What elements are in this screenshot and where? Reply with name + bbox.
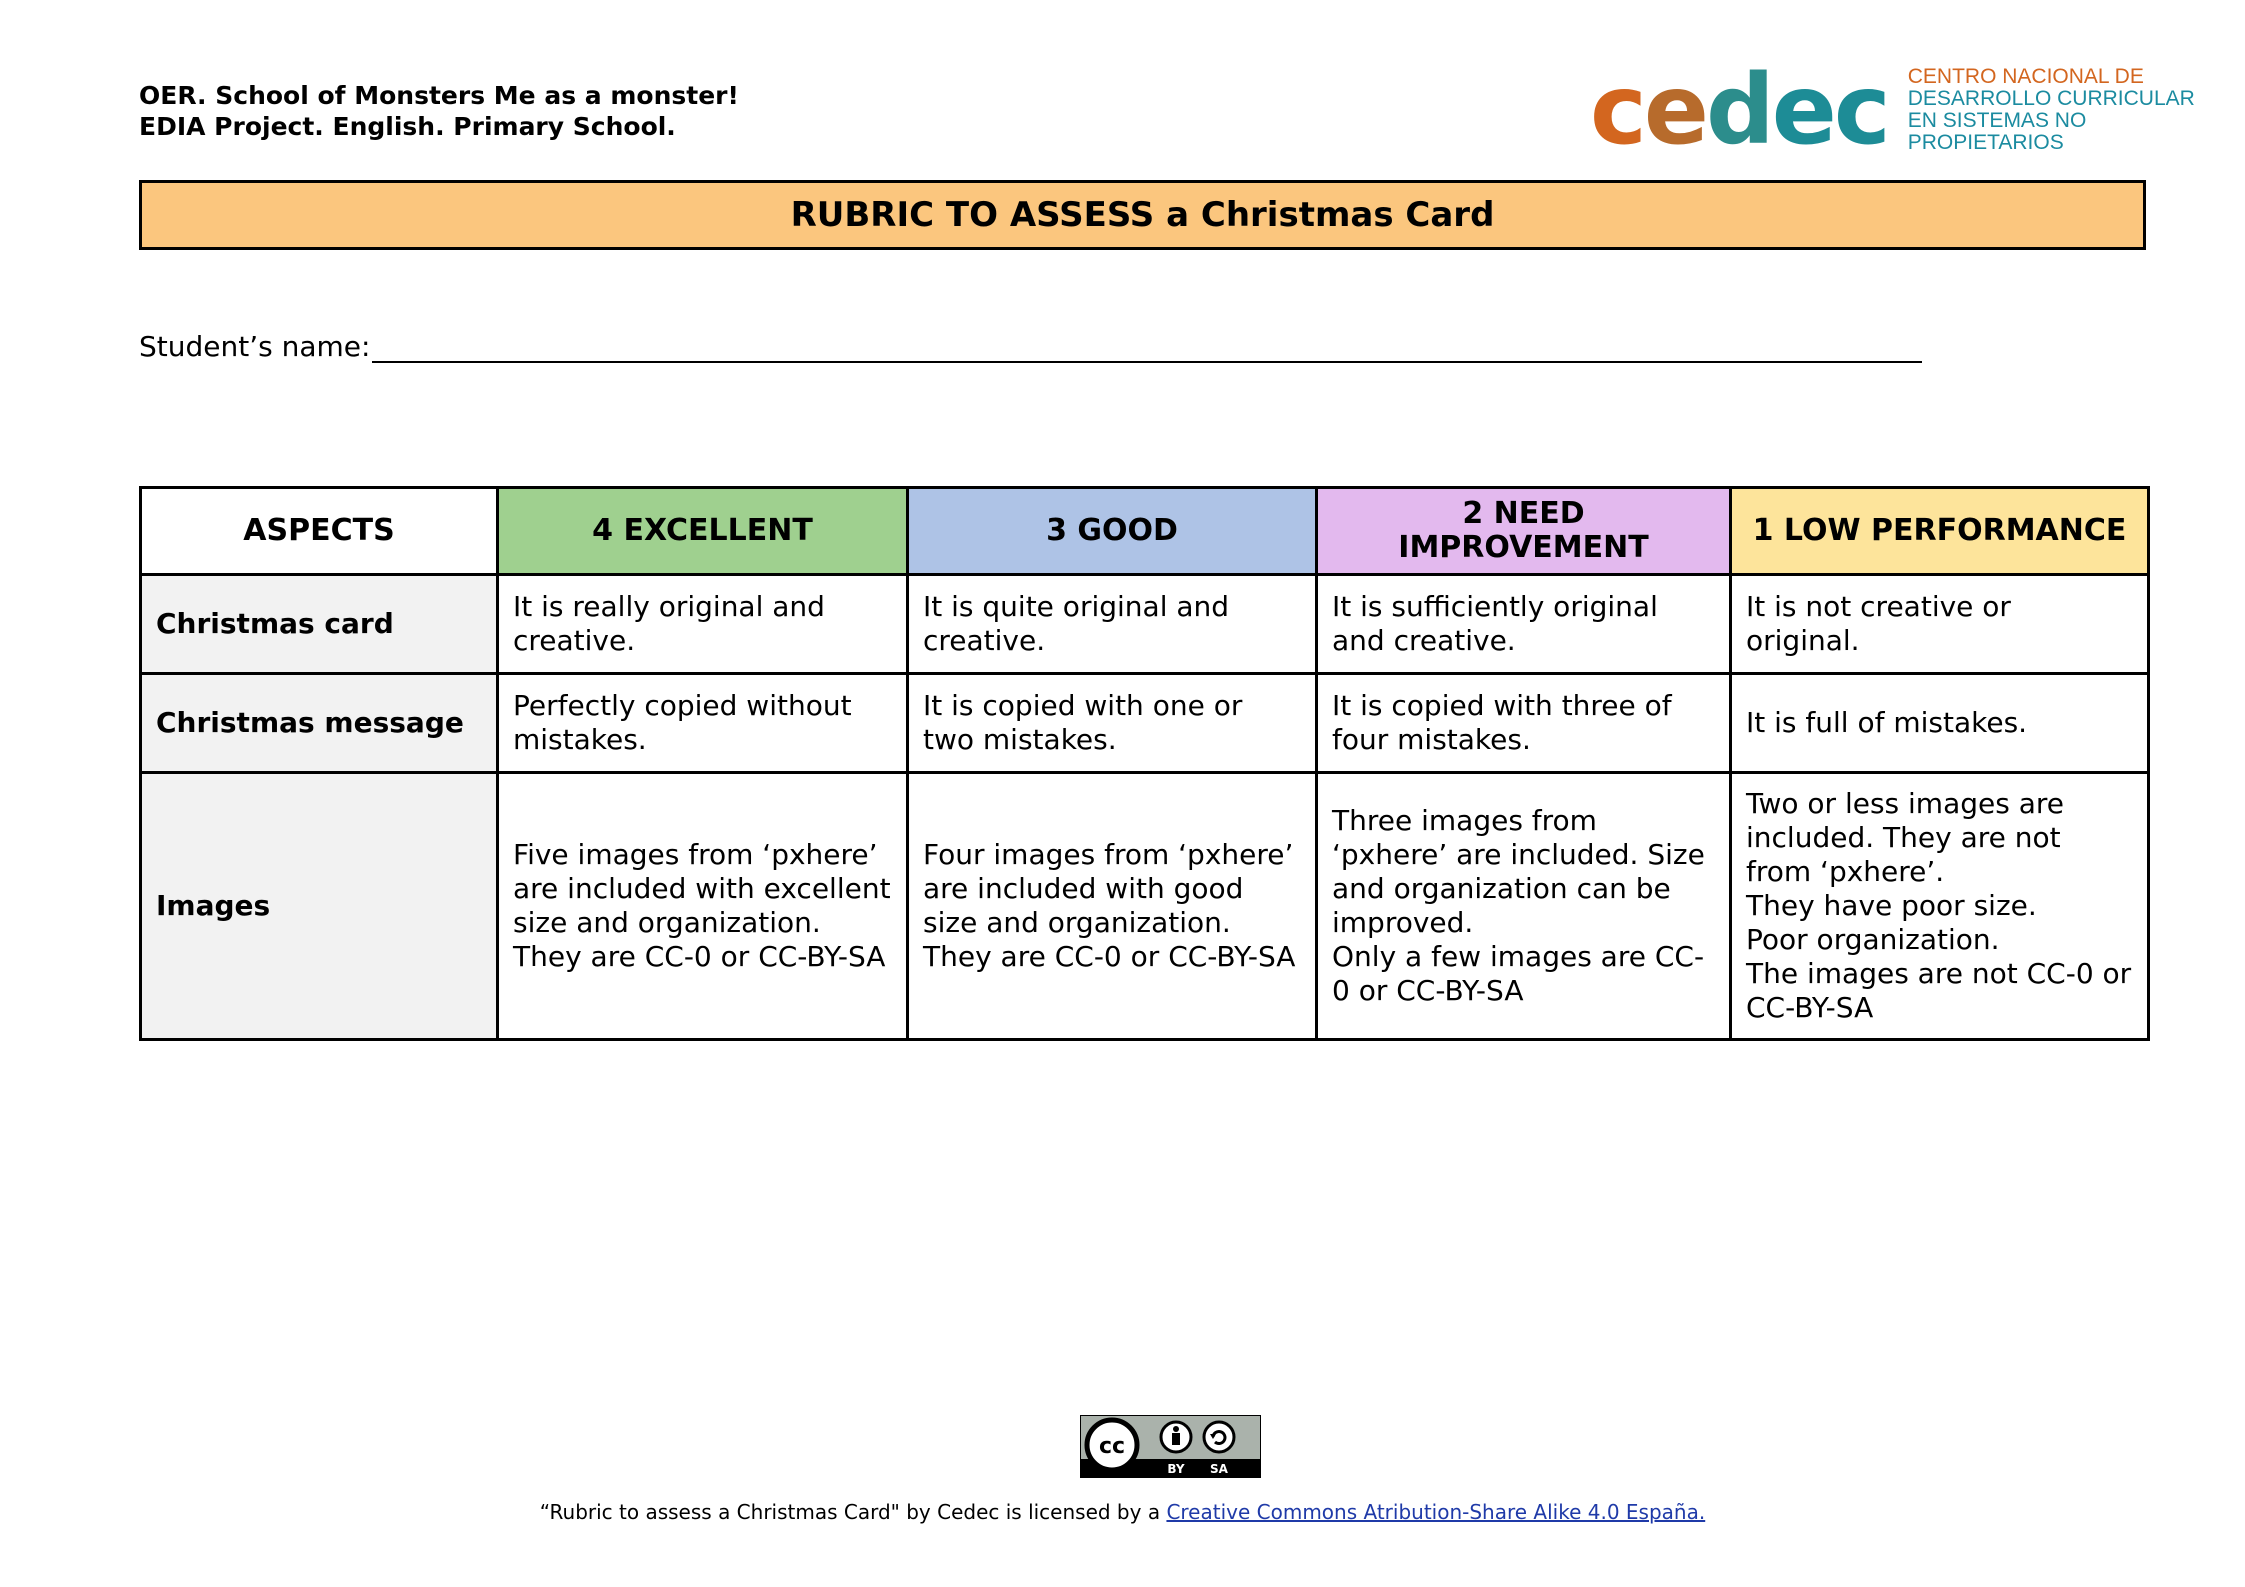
- rubric-header-row: [141, 488, 2149, 575]
- need-cell: It is sufficiently original and creative.: [1317, 575, 1731, 674]
- header-excellent: 4 EXCELLENT: [498, 488, 908, 575]
- good-cell: It is quite original and creative.: [908, 575, 1317, 674]
- aspect-cell: Images: [141, 773, 498, 1040]
- license-statement: [0, 1500, 2245, 1524]
- low-cell: It is not creative or original.: [1731, 575, 2149, 674]
- cedec-logo-subtitle: CENTRO NACIONAL DE DESARROLLO CURRICULAR EN SISTEMAS NO PROPIETARIOS: [1907, 65, 2195, 154]
- aspect-cell: Christmas card: [141, 575, 498, 674]
- cedec-logo-word: cedec: [1590, 54, 1888, 166]
- sa-text: SA: [1210, 1462, 1228, 1476]
- table-row: [141, 575, 2149, 674]
- good-cell: Four images from ‘pxhere’ are included with good size and organization. They are CC-0 or CC-BY-SA: [908, 773, 1317, 1040]
- excellent-cell: Five images from ‘pxhere’ are included with excellent size and organization. They are CC-0 or CC-BY-SA: [498, 773, 908, 1040]
- aspect-cell: Christmas message: [141, 674, 498, 773]
- table-row: [141, 773, 2149, 1040]
- good-cell: It is copied with one or two mistakes.: [908, 674, 1317, 773]
- license-link[interactable]: Creative Commons Atribution-Share Alike 4.0 España.: [1166, 1500, 1706, 1524]
- by-text: BY: [1167, 1462, 1185, 1476]
- low-cell: It is full of mistakes.: [1731, 674, 2149, 773]
- low-cell: Two or less images are included. They are not from ‘pxhere’. They have poor size. Poor organization. The images are not CC-0 or CC-BY-SA: [1731, 773, 2149, 1040]
- header-line-1: OER. School of Monsters Me as a monster!: [139, 81, 739, 110]
- header-aspects: ASPECTS: [141, 488, 498, 575]
- rubric-title: RUBRIC TO ASSESS a Christmas Card: [139, 180, 2146, 250]
- license-prefix: “Rubric to assess a Christmas Card" by Cedec is licensed by a: [539, 1500, 1167, 1524]
- cedec-logo: [1590, 54, 2245, 166]
- need-cell: It is copied with three of four mistakes.: [1317, 674, 1731, 773]
- excellent-cell: Perfectly copied without mistakes.: [498, 674, 908, 773]
- rubric-table: [139, 486, 2150, 1041]
- cc-license-icon: [1080, 1415, 1261, 1478]
- student-name-blank: [372, 333, 1922, 363]
- cc-text: cc: [1098, 1434, 1126, 1459]
- document-header: [139, 80, 739, 142]
- student-name-label: Student’s name:: [139, 330, 371, 363]
- table-row: [141, 674, 2149, 773]
- excellent-cell: It is really original and creative.: [498, 575, 908, 674]
- header-good: 3 GOOD: [908, 488, 1317, 575]
- cc-by-sa-badge[interactable]: [1080, 1415, 1261, 1478]
- header-need-improvement: 2 NEED IMPROVEMENT: [1317, 488, 1731, 575]
- header-line-2: EDIA Project. English. Primary School.: [139, 112, 676, 141]
- need-cell: Three images from ‘pxhere’ are included. Size and organization can be improved. Only a few images are CC-0 or CC-BY-SA: [1317, 773, 1731, 1040]
- student-name-line: [139, 330, 1922, 363]
- header-low-performance: 1 LOW PERFORMANCE: [1731, 488, 2149, 575]
